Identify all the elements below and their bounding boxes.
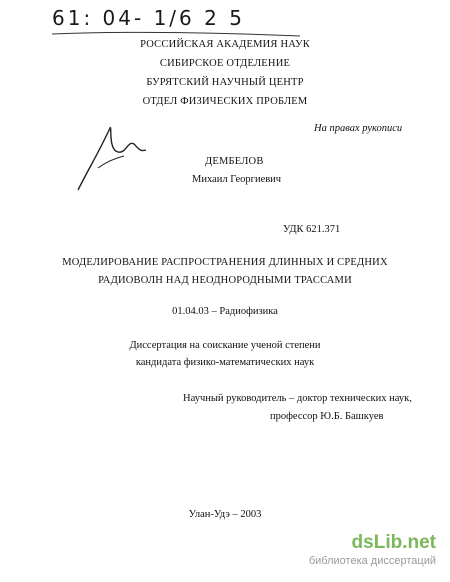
watermark-name: dsLib.net (351, 532, 436, 553)
watermark-subtitle: библиотека диссертаций (308, 555, 436, 567)
handwritten-archive-number: 61: 04- 1/6 2 5 (52, 6, 245, 30)
author-given-names: Михаил Георгиевич (192, 174, 282, 185)
author-surname: ДЕМБЕЛОВ (205, 156, 264, 167)
institution-line-3: БУРЯТСКИЙ НАУЧНЫЙ ЦЕНТР (146, 77, 304, 88)
degree-line-2: кандидата физико-математических наук (135, 357, 315, 368)
degree-line-1: Диссертация на соискание ученой степени (129, 340, 321, 351)
institution-line-2: СИБИРСКОЕ ОТДЕЛЕНИЕ (159, 58, 291, 69)
title-line-1: МОДЕЛИРОВАНИЕ РАСПРОСТРАНЕНИЯ ДЛИННЫХ И СРЕДНИХ (62, 257, 388, 268)
specialty: 01.04.03 – Радиофизика (172, 306, 278, 317)
place-year: Улан-Удэ – 2003 (188, 509, 262, 520)
supervisor-line-2: профессор Ю.Б. Башкуев (270, 411, 384, 422)
title-line-2: РАДИОВОЛН НАД НЕОДНОРОДНЫМИ ТРАССАМИ (98, 275, 352, 286)
dslib-watermark (309, 533, 436, 568)
supervisor-line-1: Научный руководитель – доктор технических наук, (183, 393, 412, 404)
institution-line-4: ОТДЕЛ ФИЗИЧЕСКИХ ПРОБЛЕМ (142, 96, 308, 107)
institution-line-1: РОССИЙСКАЯ АКАДЕМИЯ НАУК (140, 39, 310, 50)
rights-note: На правах рукописи (314, 123, 403, 134)
udk-code: УДК 621.371 (283, 224, 341, 235)
